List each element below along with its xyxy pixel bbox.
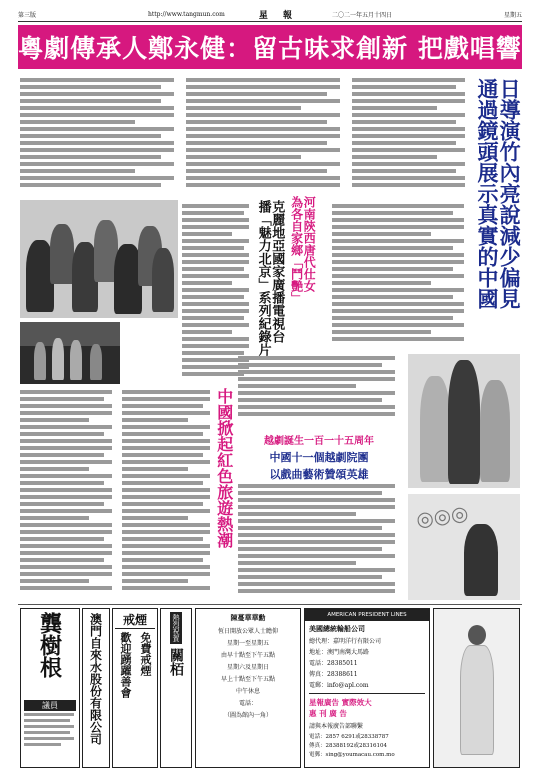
ad-legislator-kung [20,608,80,768]
headline-kenya-line1: 克麗地亞國家廣播電視台 [269,200,285,343]
ad-memorial-line-0: 恆日開放公眾人士瞻仰 [217,628,278,635]
ad-macao-water [82,608,110,768]
ad-memorial-hall [195,608,301,768]
stage-performance-photo [20,322,120,384]
ad-apl-line-0: 總代理：嘉明洋行有限公司 [309,638,382,645]
ad-apl-line-4: 電郵：info@apl.com [309,682,369,689]
headline-yue-opera [234,432,404,482]
banner-headline: 粵劇傳承人鄭永健：留古味求創新 把戲唱響 [18,25,522,69]
ad-apl-line-2: 電話：28385011 [309,660,358,667]
ad-quit-smoking-title: 戒煙 [115,611,155,629]
article-text-yue-body [238,484,402,600]
ad-memorial-line-2: 由早十點至下午五點 [220,652,275,659]
ad-memorial-line-7: （圖為館內一角） [223,712,272,719]
headline-yue-kicker: 越劇誕生一百一十五周年 [264,436,374,447]
headline-takeuchi [475,78,523,328]
ad-legislator-sub: 議員 [24,700,76,711]
ad-star-email: 電郵：sing@youmacau.com.mo [309,752,395,758]
article-text-lower-left [20,390,116,600]
ad-star-tel: 電話：2857 6291或28338787 [309,734,389,740]
ad-star-fax: 傳真：28388192或28316104 [309,743,387,749]
ad-fashion-photo [433,608,520,768]
ad-kwan-pak-side: 熱烈祝賀 [172,614,180,642]
article-text-yue-top [238,356,402,428]
ad-quit-smoking-col2: 歡迎踴躍善會 [119,632,132,698]
ad-star-title1: 星報廣告 實際效大 [309,698,372,707]
ad-memorial-line-6: 電話： [238,700,257,707]
ad-star-call: 請與本報廣告部聯繫 [309,723,364,730]
masthead: 星 報 [258,11,298,21]
ad-macao-water-text: 澳門自來水股份有限公司 [88,613,103,745]
headline-yue-line2: 以戲曲藝術贊頌英雄 [269,468,369,481]
yue-opera-costume-photo [408,354,520,488]
headline-takeuchi-line2: 通過鏡頭展示真實的中國 [475,78,501,309]
ad-quit-smoking-col1: 免費戒煙 [139,632,152,676]
site-url[interactable]: http://www.tangmun.com [147,11,225,18]
article-text-mid-right [332,204,470,350]
headline-yue-line1: 中國十一個越劇院團 [269,451,369,464]
article-text-top-right [352,78,470,198]
article-text-top-mid [186,78,346,198]
ad-memorial-line-1: 星期一至星期五 [226,640,269,647]
article-text-lower-mid [122,390,214,600]
ad-legislator-name: 龔樹根 [36,612,63,678]
article-text-top-left [20,78,180,196]
page-header [18,8,522,22]
ad-quit-smoking [112,608,158,768]
headline-kenya-line2: 播「魅力北京」系列紀錄片 [255,200,271,356]
ad-kwan-pak [160,608,192,768]
headline-henan-line1: 河南陝西唐代仕女 [302,196,317,292]
ad-star-title2: 惠 刊 廣 告 [309,709,347,718]
ad-apl-agent: 美國總統輪船公司 [309,624,365,633]
ad-memorial-head: 陳蔓華華勳 [230,613,266,622]
ad-memorial-line-4: 早上十點至下午五點 [220,676,275,683]
headline-henan-line2: 為各自家鄉「鬥艷」 [289,196,304,304]
ad-kwan-pak-name: 關栢 [168,648,184,676]
headline-takeuchi-line1: 日導演竹內亮說減少偏見 [497,78,523,309]
ad-apl-bar: AMERICAN PRESIDENT LINES [305,609,429,621]
ad-apl-line-3: 傳真：28388611 [309,671,358,678]
ads-divider [18,604,522,605]
issue-date: 二〇二一年五月十四日 [332,12,393,19]
page-number: 第三版 [18,12,37,19]
ad-apl-line-1: 地址：澳門南灣大馬路 [309,649,370,656]
issue-weekday: 星期五 [503,12,522,19]
headline-henan [290,196,315,326]
ad-american-president-lines [304,608,430,768]
opera-cast-photo [20,200,178,318]
performer-poster-photo: ◎◎◎ [408,494,520,600]
ad-memorial-line-3: 星期六及星期日 [226,664,269,671]
headline-kenya [255,200,285,356]
ad-memorial-line-5: 中午休息 [235,688,260,695]
headline-red-tourism: 中國掀起紅色旅遊熱潮 [214,388,234,548]
